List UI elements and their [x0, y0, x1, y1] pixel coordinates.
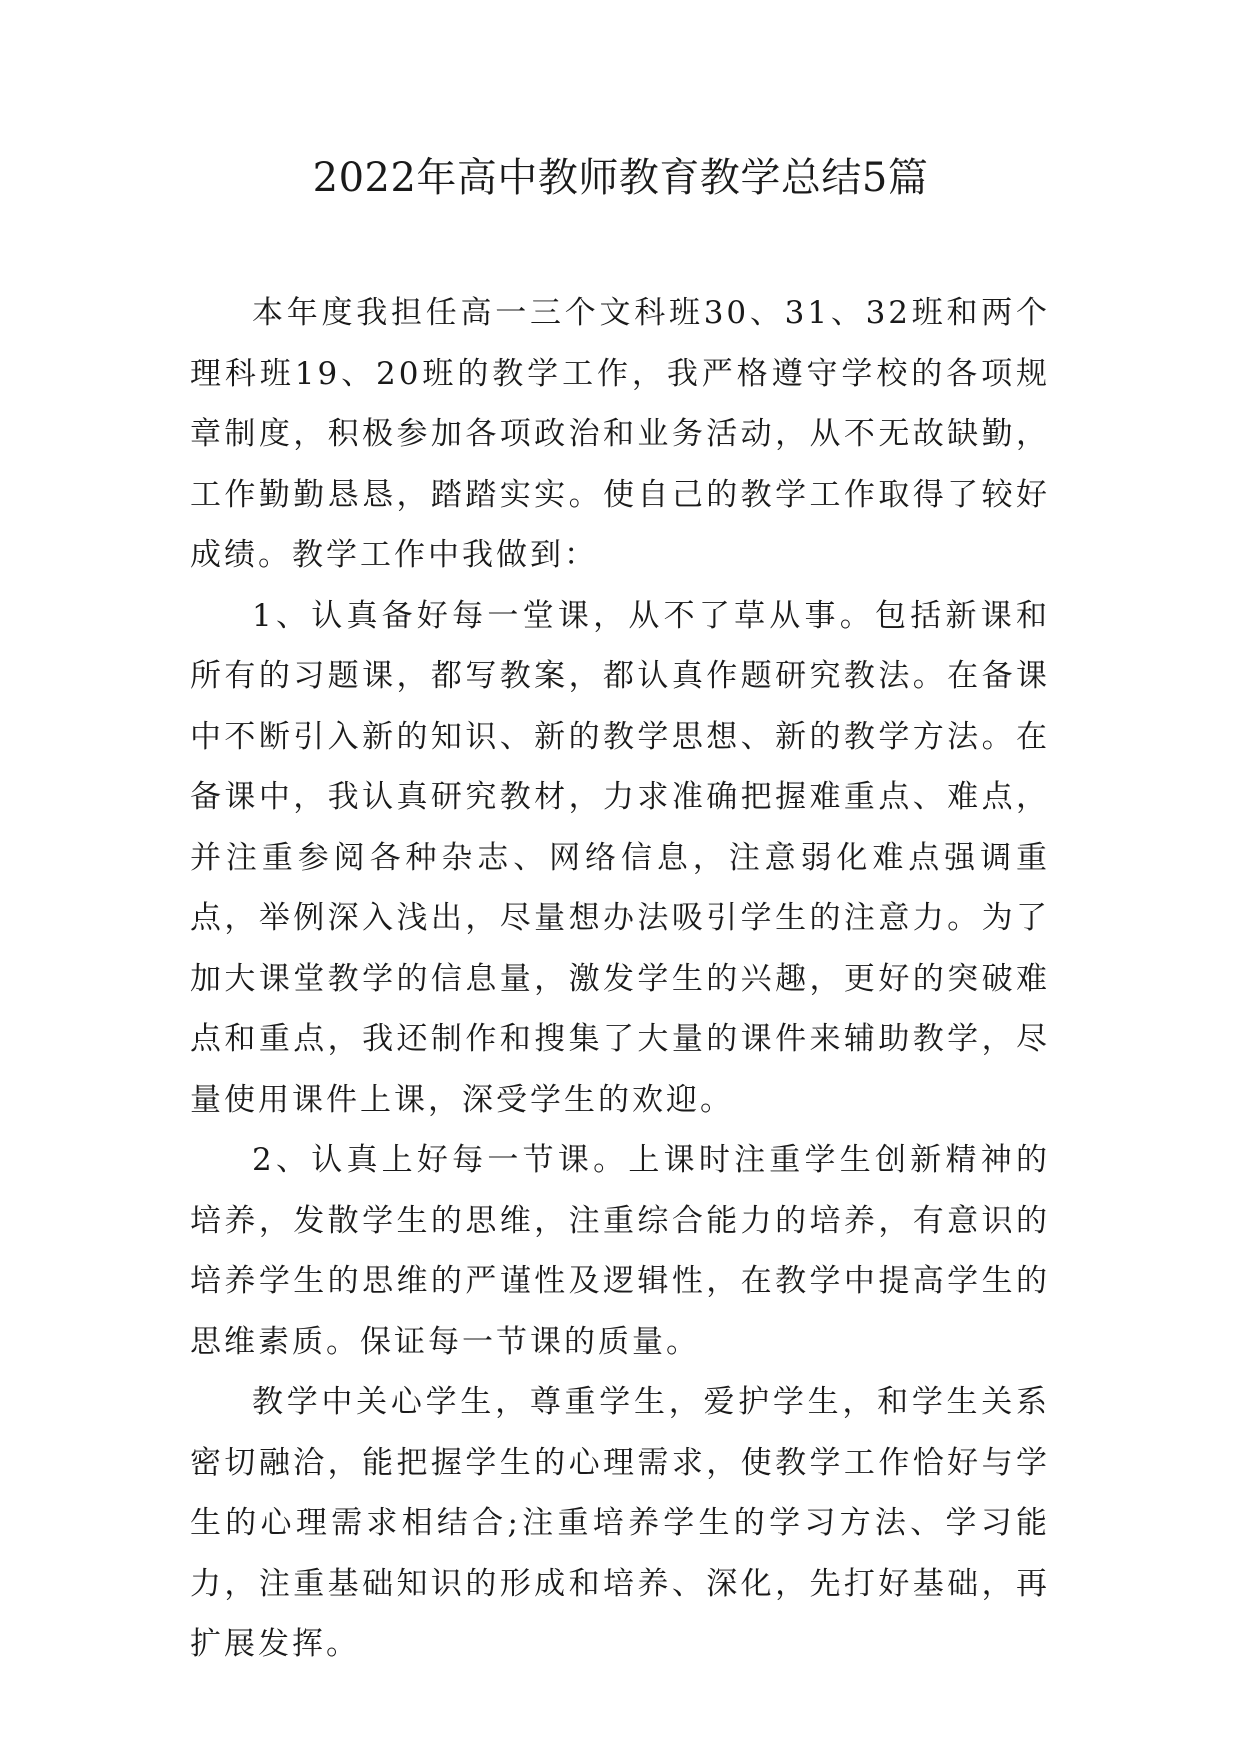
document-title: 2022年高中教师教育教学总结5篇 [312, 155, 929, 201]
paragraph-1: 本年度我担任高一三个文科班30、31、32班和两个理科班19、20班的教学工作，我严格遵守学校的各项规章制度，积极参加各项政治和业务活动，从不无故缺勤，工作勤勤恳恳，踏踏实实。使自己的教学工作取得了较好成绩。教学工作中我做到： [190, 295, 1050, 573]
document-body [190, 283, 1050, 1675]
paragraph-4: 教学中关心学生，尊重学生，爱护学生，和学生关系密切融洽，能把握学生的心理需求，使教学工作恰好与学生的心理需求相结合;注重培养学生的学习方法、学习能力，注重基础知识的形成和培养、深化，先打好基础，再扩展发挥。 [190, 1384, 1050, 1662]
paragraph-3: 2、认真上好每一节课。上课时注重学生创新精神的培养，发散学生的思维，注重综合能力的培养，有意识的培养学生的思维的严谨性及逻辑性，在教学中提高学生的思维素质。保证每一节课的质量。 [190, 1142, 1050, 1360]
paragraph-2: 1、认真备好每一堂课，从不了草从事。包括新课和所有的习题课，都写教案，都认真作题研究教法。在备课中不断引入新的知识、新的教学思想、新的教学方法。在备课中，我认真研究教材，力求准确把握难重点、难点，并注重参阅各种杂志、网络信息，注意弱化难点强调重点，举例深入浅出，尽量想办法吸引学生的注意力。为了加大课堂教学的信息量，激发学生的兴趣，更好的突破难点和重点，我还制作和搜集了大量的课件来辅助教学，尽量使用课件上课，深受学生的欢迎。 [190, 597, 1050, 1118]
